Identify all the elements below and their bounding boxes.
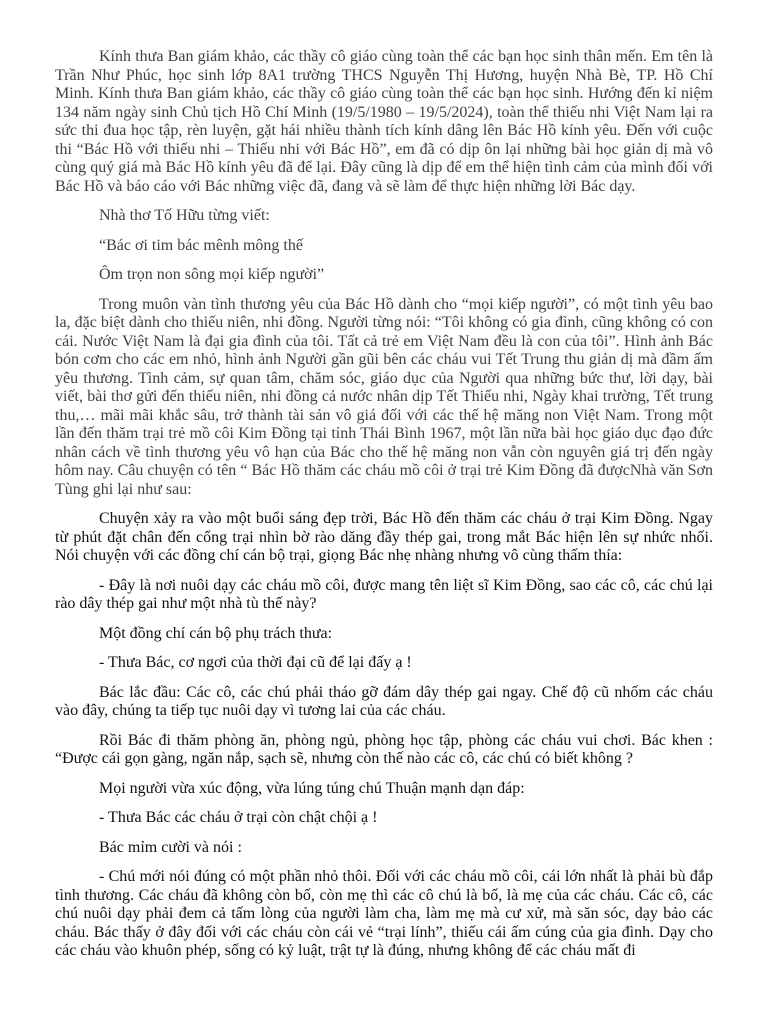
- closing-paragraph: - Chú mới nói đúng có một phần nhỏ thôi. Đối với các cháu mồ côi, cái lớn nhất là phải bù đắp tình thương. Các cháu đã không còn bố, còn mẹ thì các cô chú là bố, là mẹ của các cháu. Các cô, các chú nuôi dạy phải đem cả tấm lòng của người làm cha, làm mẹ mà cư xử, mà săn sóc, dạy bảo các cháu. Bác thấy ở đây đối với các cháu còn cái vẻ “trại lính”, thiếu cái ấm cúng của gia đình. Dạy cho các cháu vào khuôn phép, sống có kỷ luật, trật tự là đúng, nhưng không để các cháu mất đi: [55, 868, 713, 959]
- poet-intro-line: Nhà thơ Tố Hữu từng viết:: [99, 207, 270, 224]
- poem-line-2: Ôm trọn non sông mọi kiếp người”: [99, 266, 325, 283]
- dialogue-line-7: - Thưa Bác các cháu ở trại còn chật chội ạ !: [99, 809, 378, 826]
- dialogue-line-5: Rồi Bác đi thăm phòng ăn, phòng ngủ, phòng học tập, phòng các cháu vui chơi. Bác khen : “Được cái gọn gàng, ngăn nắp, sạch sẽ, nhưng còn thế nào các cô, các chú có biết không ?: [55, 731, 713, 767]
- story-context-paragraph: Trong muôn vàn tình thương yêu của Bác Hồ dành cho “mọi kiếp người”, có một tình yêu bao la, đặc biệt dành cho thiếu niên, nhi đồng. Người từng nói: “Tôi không có gia đình, cũng không có con cái. Nước Việt Nam là đại gia đình của tôi. Tất cả trẻ em Việt Nam đều là con của tôi”. Hình ảnh Bác bón cơm cho các em nhỏ, hình ảnh Người gần gũi bên các cháu vui Tết Trung thu giản dị mà đầm ấm yêu thương. Tình cảm, sự quan tâm, chăm sóc, giáo dục của Người qua những bức thư, lời dạy, bài viết, bài thơ gửi đến thiếu niên, nhi đồng cả nước nhân dịp Tết Thiếu nhi, Ngày khai trường, Tết trung thu,… mãi mãi khắc sâu, trở thành tài sản vô giá đối với các thế hệ măng non Việt Nam. Trong một lần đến thăm trại trẻ mồ côi Kim Đồng tại tỉnh Thái Bình 1967, một lần nữa bài học giáo dục đạo đức nhân cách về tình thương yêu vô hạn của Bác cho thế hệ măng non vẫn còn nguyên giá trị đến ngày hôm nay. Câu chuyện có tên “ Bác Hồ thăm các cháu mồ côi ở trại trẻ Kim Đồng đã đượcNhà văn Sơn Tùng ghi lại như sau:: [55, 295, 713, 498]
- dialogue-line-6: Mọi người vừa xúc động, vừa lúng túng chú Thuận mạnh dạn đáp:: [99, 779, 525, 797]
- story-opening-paragraph: Chuyện xảy ra vào một buổi sáng đẹp trời, Bác Hồ đến thăm các cháu ở trại Kim Đồng. Ngay từ phút đặt chân đến cổng trại nhìn bờ rào dăng đầy thép gai, trong mắt Bác hiện lên sự nhức nhối. Nói chuyện với các đồng chí cán bộ trại, giọng Bác nhẹ nhàng nhưng vô cùng thấm thía:: [55, 510, 713, 564]
- poem-line-1: “Bác ơi tim bác mênh mông thế: [99, 236, 303, 254]
- intro-paragraph: Kính thưa Ban giám khảo, các thầy cô giáo cùng toàn thể các bạn học sinh thân mến. Em tên là Trần Như Phúc, học sinh lớp 8A1 trường THCS Nguyễn Thị Hương, huyện Nhà Bè, TP. Hồ Chí Minh. Kính thưa Ban giám khảo, các thầy cô giáo cùng toàn thể các bạn học sinh. Hướng đến kỉ niệm 134 năm ngày sinh Chủ tịch Hồ Chí Minh (19/5/1980 – 19/5/2024), toàn thể thiếu nhi Việt Nam lại ra sức thi đua học tập, rèn luyện, gặt hái nhiều thành tích kính dâng lên Bác Hồ kính yêu. Đến với cuộc thi “Bác Hồ với thiếu nhi – Thiếu nhi với Bác Hồ”, em đã có dịp ôn lại những bài học giản dị mà vô cùng quý giá mà Bác Hồ kính yêu đã để lại. Đây cũng là dịp để em thể hiện tình cảm của mình đối với Bác Hồ và báo cáo với Bác những việc đã, đang và sẽ làm để thực hiện những lời Bác dạy.: [55, 48, 713, 195]
- dialogue-line-2: Một đồng chí cán bộ phụ trách thưa:: [99, 624, 333, 642]
- dialogue-line-3: - Thưa Bác, cơ ngơi của thời đại cũ để lại đấy ạ !: [99, 654, 412, 671]
- dialogue-line-1: - Đây là nơi nuôi dạy các cháu mồ côi, được mang tên liệt sĩ Kim Đồng, sao các cô, các chú lại rào dây thép gai như một nhà tù thế này?: [55, 576, 713, 612]
- dialogue-line-8: Bác mỉm cười và nói :: [99, 838, 242, 856]
- dialogue-line-4: Bác lắc đầu: Các cô, các chú phải tháo gỡ đám dây thép gai ngay. Chế độ cũ nhốm các cháu vào đây, chúng ta tiếp tục nuôi dạy vì tương lai của các cháu.: [55, 683, 713, 719]
